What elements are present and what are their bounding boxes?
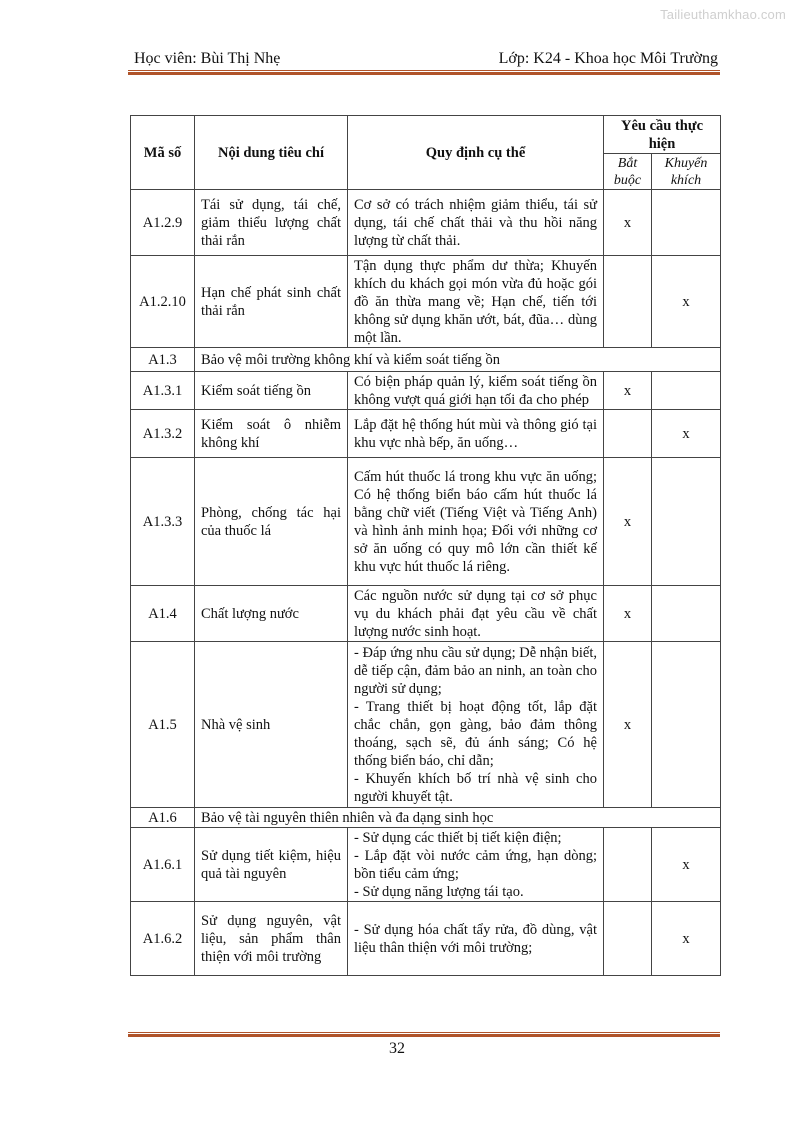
criterion-code: A1.5 — [131, 642, 195, 808]
criteria-table — [130, 115, 721, 976]
footer-rule-thick — [128, 1034, 720, 1037]
encouraged-mark: x — [652, 410, 721, 458]
watermark: Tailieuthamkhao.com — [660, 7, 786, 22]
criterion-code: A1.6.1 — [131, 828, 195, 902]
mandatory-mark: x — [604, 372, 652, 410]
section-code: A1.6 — [131, 808, 195, 828]
encouraged-mark — [652, 586, 721, 642]
encouraged-mark: x — [652, 256, 721, 348]
table-row — [131, 828, 721, 902]
section-row — [131, 808, 721, 828]
mandatory-mark — [604, 828, 652, 902]
mandatory-mark: x — [604, 586, 652, 642]
encouraged-mark — [652, 642, 721, 808]
header-code: Mã số — [131, 116, 195, 190]
section-code: A1.3 — [131, 348, 195, 372]
table-row — [131, 372, 721, 410]
table-row — [131, 642, 721, 808]
section-title: Bảo vệ tài nguyên thiên nhiên và đa dạng sinh học — [195, 808, 721, 828]
table-row — [131, 902, 721, 976]
criterion-rule: Cơ sở có trách nhiệm giảm thiểu, tái sử dụng, tái chế chất thải và thu hồi năng lượng từ chất thải. — [348, 190, 604, 256]
criterion-content: Chất lượng nước — [195, 586, 348, 642]
criterion-rule: - Sử dụng hóa chất tẩy rửa, đồ dùng, vật liệu thân thiện với môi trường; — [348, 902, 604, 976]
mandatory-mark: x — [604, 190, 652, 256]
header-encouraged: Khuyến khích — [652, 154, 721, 190]
footer-rule-thin — [128, 1032, 720, 1033]
section-row — [131, 348, 721, 372]
criterion-content: Sử dụng tiết kiệm, hiệu quả tài nguyên — [195, 828, 348, 902]
mandatory-mark: x — [604, 642, 652, 808]
class-name: Lớp: K24 - Khoa học Môi Trường — [498, 50, 718, 67]
encouraged-mark — [652, 190, 721, 256]
criterion-rule: - Đáp ứng nhu cầu sử dụng; Dễ nhận biết, dễ tiếp cận, đảm bảo an ninh, an toàn cho người sử dụng; - Trang thiết bị hoạt động tốt, lắp đặt chắc chắn, gọn gàng, bảo đảm thông thoáng, sạch sẽ, đủ ánh sáng; Có hệ thống biển báo, chỉ dẫn; - Khuyến khích bố trí nhà vệ sinh cho người khuyết tật. — [348, 642, 604, 808]
criterion-content: Kiểm soát tiếng ồn — [195, 372, 348, 410]
criterion-content: Sử dụng nguyên, vật liệu, sản phẩm thân thiện với môi trường — [195, 902, 348, 976]
table-row — [131, 256, 721, 348]
encouraged-mark: x — [652, 828, 721, 902]
section-title: Bảo vệ môi trường không khí và kiểm soát tiếng ồn — [195, 348, 721, 372]
criterion-code: A1.4 — [131, 586, 195, 642]
encouraged-mark — [652, 372, 721, 410]
mandatory-mark — [604, 256, 652, 348]
criterion-rule: - Sử dụng các thiết bị tiết kiện điện; - Lắp đặt vòi nước cảm ứng, hạn dòng; bồn tiểu cảm ứng; - Sử dụng năng lượng tái tạo. — [348, 828, 604, 902]
table-row — [131, 190, 721, 256]
criterion-content: Hạn chế phát sinh chất thải rắn — [195, 256, 348, 348]
criterion-code: A1.2.9 — [131, 190, 195, 256]
table-row — [131, 458, 721, 586]
criterion-rule: Cấm hút thuốc lá trong khu vực ăn uống; Có hệ thống biển báo cấm hút thuốc lá bằng chữ viết (Tiếng Việt và Tiếng Anh) và hình ảnh minh họa; Đối với những cơ sở ăn uống có quy mô lớn cần thiết kế khu vực hút thuốc lá riêng. — [348, 458, 604, 586]
page-header — [134, 49, 718, 69]
criterion-content: Kiểm soát ô nhiễm không khí — [195, 410, 348, 458]
criterion-rule: Có biện pháp quản lý, kiểm soát tiếng ồn không vượt quá giới hạn tối đa cho phép — [348, 372, 604, 410]
encouraged-mark — [652, 458, 721, 586]
header-content: Nội dung tiêu chí — [195, 116, 348, 190]
header-requirement: Yêu cầu thực hiện — [604, 116, 721, 154]
criterion-code: A1.3.1 — [131, 372, 195, 410]
criterion-rule: Tận dụng thực phẩm dư thừa; Khuyến khích du khách gọi món vừa đủ hoặc gói đồ ăn thừa mang về; Hạn chế, tiến tới không sử dụng khăn ướt, bát, đũa… dùng một lần. — [348, 256, 604, 348]
page-number: 32 — [389, 1040, 405, 1057]
header-rule-thin — [128, 70, 720, 71]
criterion-code: A1.6.2 — [131, 902, 195, 976]
criterion-rule: Lắp đặt hệ thống hút mùi và thông gió tại khu vực nhà bếp, ăn uống… — [348, 410, 604, 458]
table-row — [131, 410, 721, 458]
student-name: Học viên: Bùi Thị Nhẹ — [134, 50, 281, 67]
header-mandatory: Bắt buộc — [604, 154, 652, 190]
criterion-content: Tái sử dụng, tái chế, giảm thiểu lượng chất thải rắn — [195, 190, 348, 256]
criterion-code: A1.3.3 — [131, 458, 195, 586]
mandatory-mark — [604, 902, 652, 976]
mandatory-mark: x — [604, 458, 652, 586]
criterion-code: A1.3.2 — [131, 410, 195, 458]
criterion-code: A1.2.10 — [131, 256, 195, 348]
table-row — [131, 586, 721, 642]
criterion-content: Nhà vệ sinh — [195, 642, 348, 808]
encouraged-mark: x — [652, 902, 721, 976]
mandatory-mark — [604, 410, 652, 458]
criterion-content: Phòng, chống tác hại của thuốc lá — [195, 458, 348, 586]
criterion-rule: Các nguồn nước sử dụng tại cơ sở phục vụ du khách phải đạt yêu cầu về chất lượng nước sinh hoạt. — [348, 586, 604, 642]
header-rule: Quy định cụ thể — [348, 116, 604, 190]
header-rule-thick — [128, 72, 720, 75]
